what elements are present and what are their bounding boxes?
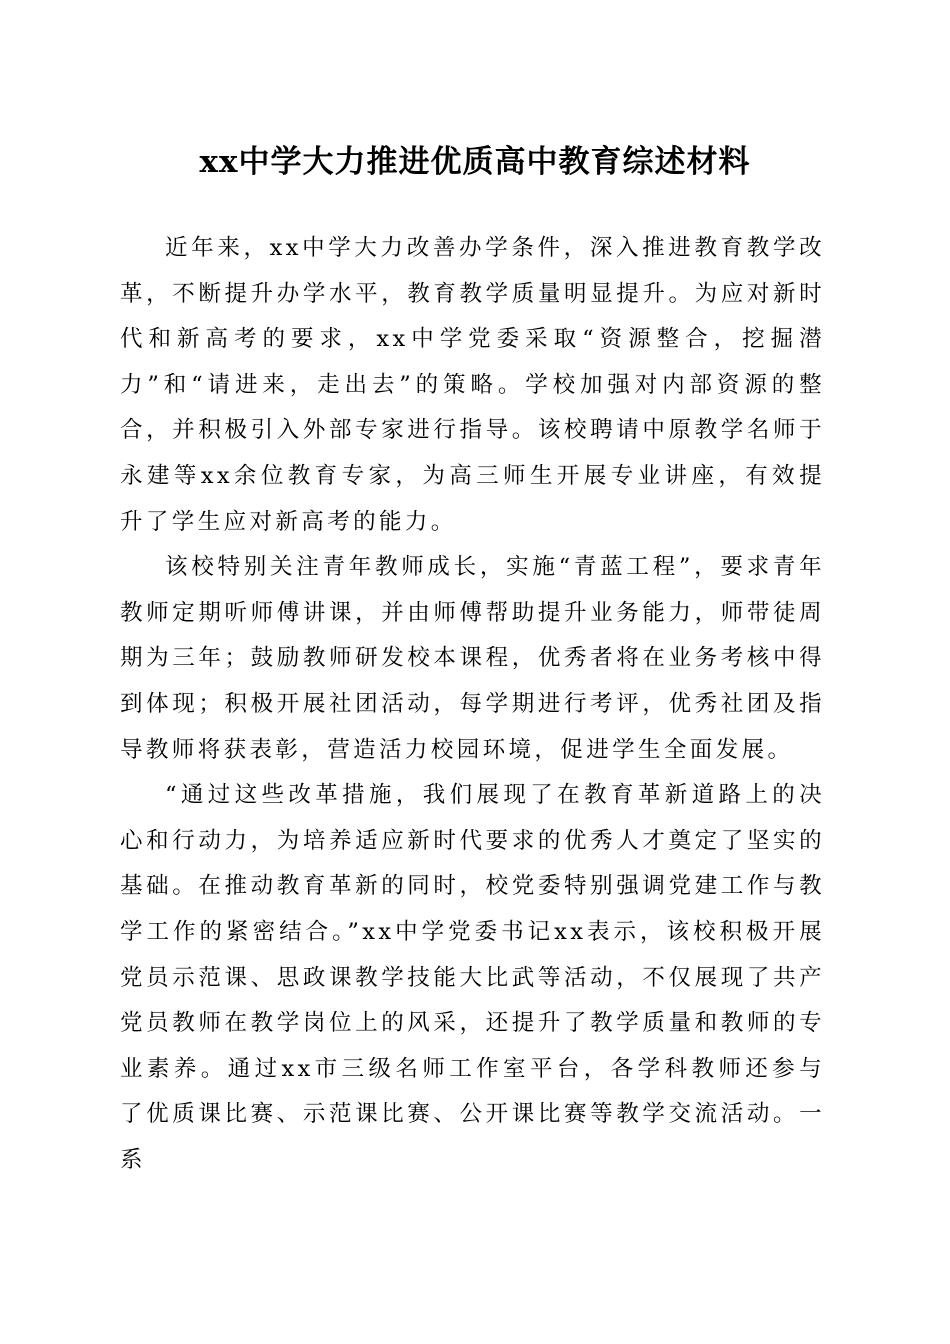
paragraph-2: 该校特别关注青年教师成长，实施“青蓝工程”，要求青年教师定期听师傅讲课，并由师傅帮助提升业务能力，师带徒周期为三年；鼓励教师研发校本课程，优秀者将在业务考核中得到体现；积极开展社团活动，每学期进行考评，优秀社团及指导教师将获表彰，营造活力校园环境，促进学生全面发展。: [120, 554, 825, 763]
document-body: [120, 226, 825, 1183]
paragraph-3: “通过这些改革措施，我们展现了在教育革新道路上的决心和行动力，为培养适应新时代要求的优秀人才奠定了坚实的基础。在推动教育革新的同时，校党委特别强调党建工作与教学工作的紧密结合。”xx中学党委书记xx表示，该校积极开展党员示范课、思政课教学技能大比武等活动，不仅展现了共产党员教师在教学岗位上的风采，还提升了教学质量和教师的专业素养。通过xx市三级名师工作室平台，各学科教师还参与了优质课比赛、示范课比赛、公开课比赛等教学交流活动。一系: [120, 782, 825, 1173]
paragraph-1: 近年来，xx中学大力改善办学条件，深入推进教育教学改革，不断提升办学水平，教育教学质量明显提升。为应对新时代和新高考的要求，xx中学党委采取“资源整合，挖掘潜力”和“请进来，走出去”的策略。学校加强对内部资源的整合，并积极引入外部专家进行指导。该校聘请中原教学名师于永建等xx余位教育专家，为高三师生开展专业讲座，有效提升了学生应对新高考的能力。: [120, 235, 825, 535]
document-title: xx中学大力推进优质高中教育综述材料: [199, 144, 751, 180]
